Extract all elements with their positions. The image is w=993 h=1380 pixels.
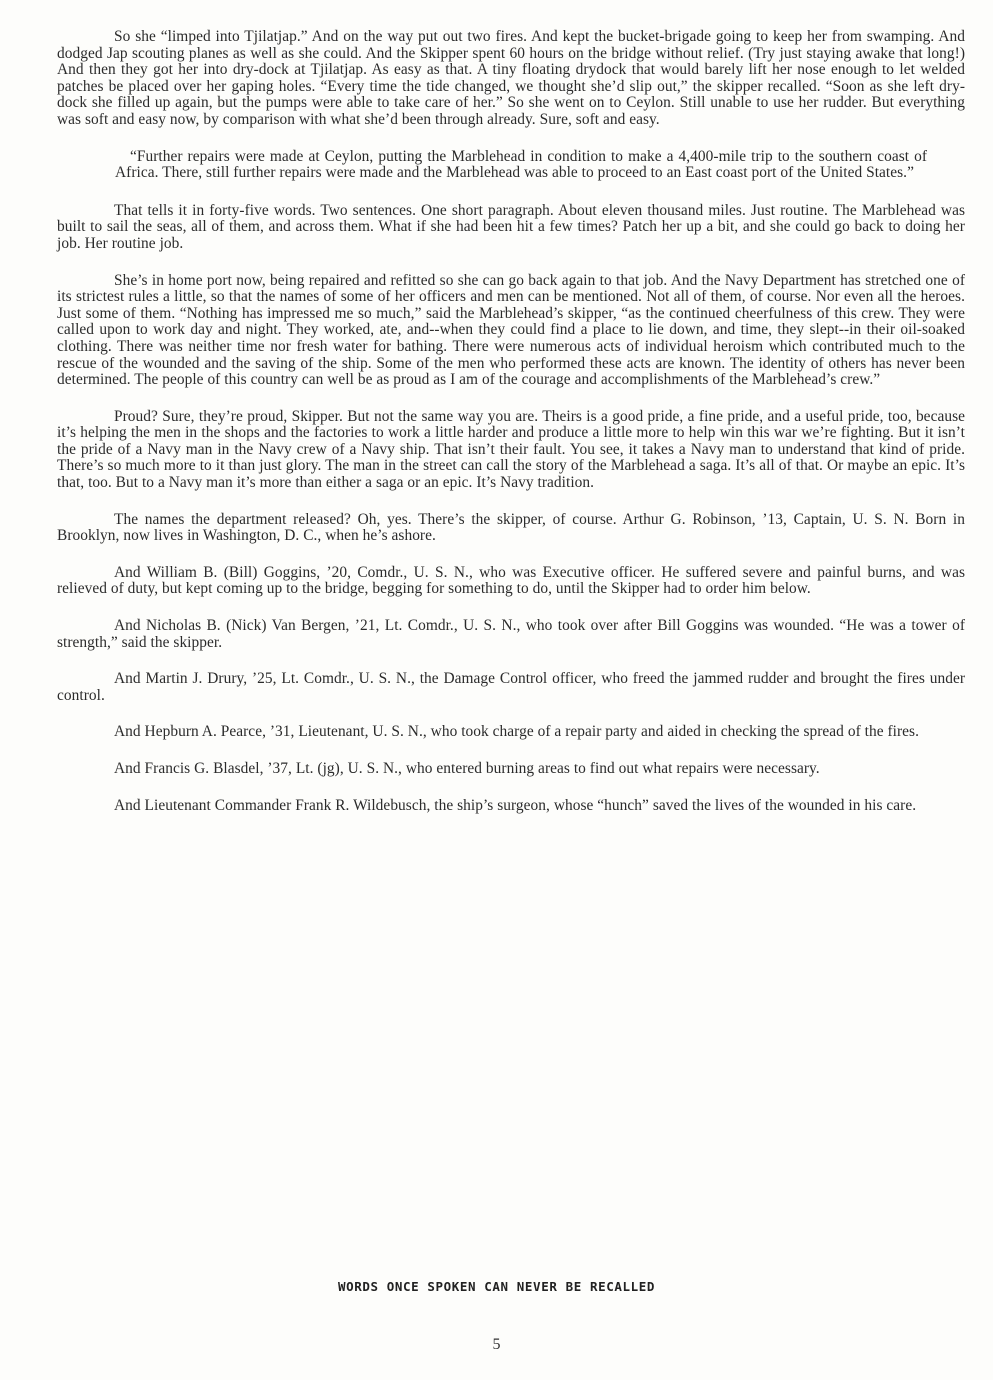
paragraph-home-port: She’s in home port now, being repaired and refitted so she can go back again to that job. And the Navy Department has stretched one of its strictest rules a little, so that the names of some of her officers and men can be mentioned. Not all of them, of course. Nor even all the heroes. Just some of them. “Nothing has impressed me so much,” said the Marblehead’s skipper, “as the continued cheerfulness of this crew. They were called upon to work day and night. They worked, ate, and--when they could find a place to lie down, and time, they slept--in their oil-soaked clothing. There was neither time nor fresh water for bathing. There were numerous acts of individual heroism which contributed much to the rescue of the wounded and the saving of the ship. Some of the men who performed these acts are known. The identity of others has never been determined. The people of this country can well be as proud as I am of the courage and accomplishments of the Marblehead’s crew.”	[57, 271, 965, 389]
paragraph-forty-five-words: That tells it in forty-five words. Two sentences. One short paragraph. About eleven thousand miles. Just routine. The Marblehead was built to sail the seas, all of them, and across them. What if she had been hit a few times? Patch her up a bit, and she could go back to doing her job. Her routine job.	[57, 201, 965, 252]
paragraph-pearce: And Hepburn A. Pearce, ’31, Lieutenant, U. S. N., who took charge of a repair party and aided in checking the spread of the fires.	[114, 723, 919, 741]
paragraph-blasdel: And Francis G. Blasdel, ’37, Lt. (jg), U. S. N., who entered burning areas to find out what repairs were necessary.	[114, 760, 820, 777]
quoted-navy-report: “Further repairs were made at Ceylon, putting the Marblehead in condition to make a 4,400-mile trip to the southern coast of Africa. There, still further repairs were made and the Marblehead was able to proceed to an East coast port of the United States.”	[115, 147, 927, 182]
page-number: 5	[492, 1336, 501, 1353]
paragraph-wildebusch: And Lieutenant Commander Frank R. Wildebusch, the ship’s surgeon, whose “hunch” saved the lives of the wounded in his care.	[114, 796, 917, 814]
article-body	[57, 29, 965, 834]
footer-slogan: WORDS ONCE SPOKEN CAN NEVER BE RECALLED	[338, 1279, 655, 1294]
paragraph-van-bergen: And Nicholas B. (Nick) Van Bergen, ’21, Lt. Comdr., U. S. N., who took over after Bill Goggins was wounded. “He was a tower of strength,” said the skipper.	[57, 617, 965, 651]
paragraph-skipper-robinson: The names the department released? Oh, yes. There’s the skipper, of course. Arthur G. Robinson, ’13, Captain, U. S. N. Born in Brooklyn, now lives in Washington, D. C., when he’s ashore.	[57, 510, 965, 545]
paragraph-navy-pride: Proud? Sure, they’re proud, Skipper. But not the same way you are. Theirs is a good pride, a fine pride, and a useful pride, too, because it’s helping the men in the shops and the factories to work a little harder and produce a little more to help win this war we’re fighting. But it isn’t the pride of a Navy man in the Navy crew of a Navy ship. That isn’t their fault. You see, it takes a Navy man to understand that kind of pride. There’s so much more to it than just glory. The man in the street can call the story of the Marblehead a saga. It’s all of that. Or maybe an epic. It’s that, too. But to a Navy man it’s more than either a saga or an epic. It’s Navy tradition.	[57, 407, 965, 492]
paragraph-tjilatjap: So she “limped into Tjilatjap.” And on the way put out two fires. And kept the bucket-brigade going to keep her from swamping. And dodged Jap scouting planes as well as she could. And the Skipper spent 60 hours on the bridge without relief. (Try just staying awake that long!) And then they got her into dry-dock at Tjilatjap. As easy as that. A tiny floating drydock that would barely lift her nose enough to let welded patches be placed over her gaping holes. “Every time the tide changed, we thought she’d slip out,” the skipper recalled. “Soon as she left dry-dock she filled up again, but the pumps were able to take care of her.” So she went on to Ceylon. Still unable to use her rudder. But everything was soft and easy now, by comparison with what she’d been through already. Sure, soft and easy.	[57, 28, 965, 128]
paragraph-goggins: And William B. (Bill) Goggins, ’20, Comdr., U. S. N., who was Executive officer. He suffered severe and painful burns, and was relieved of duty, but kept coming up to the bridge, begging for something to do, until the Skipper had to order him below.	[57, 563, 965, 598]
paragraph-drury: And Martin J. Drury, ’25, Lt. Comdr., U. S. N., the Damage Control officer, who freed the jammed rudder and brought the fires under control.	[57, 670, 965, 704]
